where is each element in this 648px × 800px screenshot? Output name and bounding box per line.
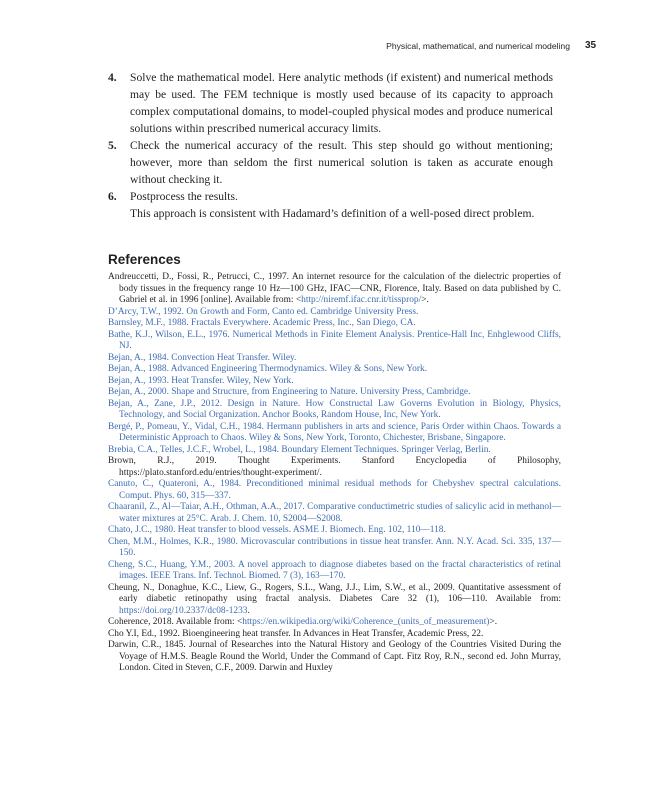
reference-item[interactable]: D’Arcy, T.W., 1992. On Growth and Form, Canto ed. Cambridge University Press. bbox=[108, 306, 419, 317]
reference-link[interactable]: https://en.wikipedia.org/wiki/Coherence_(units_of_measurement) bbox=[242, 617, 490, 627]
reference-item[interactable]: Barnsley, M.F., 1988. Fractals Everywhere. Academic Press, Inc., San Diego, CA. bbox=[108, 318, 416, 328]
running-header: Physical, mathematical, and numerical modeling bbox=[386, 41, 570, 51]
reference-item[interactable]: Bergé, P., Pomeau, Y., Vidal, C.H., 1984. Hermann publishers in arts and science, Paris Order within Chaos. Towards a Deterministic Approach to Chaos. Wiley & Sons, New York, Toronto, Chichester, Brisbane, Singapore. bbox=[108, 421, 561, 443]
reference-item[interactable]: Chen, M.M., Holmes, K.R., 1980. Microvascular contributions in tissue heat transfer. Ann. N.Y. Acad. Sci. 335, 137—150. bbox=[108, 536, 561, 558]
references-heading: References bbox=[108, 252, 181, 267]
page-number: 35 bbox=[585, 40, 597, 51]
reference-item[interactable]: Bejan, A., 1984. Convection Heat Transfer. Wiley. bbox=[108, 352, 297, 363]
reference-item[interactable]: Chaaranil, Z., Al—Taiar, A.H., Othman, A.A., 2017. Comparative conductimetric studies of salicylic acid in methanol—water mixtures at 25°C. Arab. J. Chem. 10, S2004—S2008. bbox=[108, 502, 561, 524]
reference-item[interactable]: Bejan, A., 1993. Heat Transfer. Wiley, New York. bbox=[108, 375, 294, 386]
closing-paragraph: This approach is consistent with Hadamard’s definition of a well-posed direct problem. bbox=[130, 207, 535, 220]
reference-item: Cho Y.I, Ed., 1992. Bioengineering heat transfer. In Advances in Heat Transfer, Academic Press, 22. bbox=[108, 628, 484, 639]
reference-item[interactable]: Bathe, K.J., Wilson, E.L., 1976. Numerical Methods in Finite Element Analysis. Prentice-Hall Inc, Enhglewood Cliffs, NJ. bbox=[108, 329, 561, 351]
reference-item[interactable]: Brebia, C.A., Telles, J.C.F., Wrobel, L., 1984. Boundary Element Techniques. Springer Verlag, Berlin. bbox=[108, 444, 491, 455]
step-number: 5. bbox=[108, 139, 117, 152]
step-item bbox=[108, 69, 553, 137]
reference-link[interactable]: https://doi.org/10.2337/dc08-1233 bbox=[119, 605, 248, 616]
step-text: Solve the mathematical model. Here analytic methods (if existent) and numerical methods may be used. The FEM technique is mostly used because of its capacity to approach complex computational domains, to model-coupled physical modes and produce numerical solutions within prescribed numerical accuracy limits. bbox=[130, 71, 553, 135]
reference-item: Brown, R.J., 2019. Thought Experiments. Stanford Encyclopedia of Philosophy, https://plato.stanford.edu/entries/thought-experiment/. bbox=[108, 456, 561, 478]
reference-item[interactable]: Chato, J.C., 1980. Heat transfer to blood vessels. ASME J. Biomech. Eng. 102, 110—118. bbox=[108, 525, 446, 535]
reference-item[interactable]: Bejan, A., 2000. Shape and Structure, from Engineering to Nature. University Press, Cambridge. bbox=[108, 387, 471, 397]
reference-item: Coherence, 2018. Available from: <https://en.wikipedia.org/wiki/Coherence_(units_of_measurement)>. bbox=[108, 617, 498, 627]
reference-item: Cheung, N., Donaghue, K.C., Liew, G., Rogers, S.L., Wang, J.J., Lim, S.W., et al., 2009. Quantitative assessment of early diabetic retinopathy using fractal analysis. Diabetes Care 32 (1), 106—110. Available from: https://doi.org/10.2337/dc08-1233. bbox=[108, 582, 561, 616]
step-number: 4. bbox=[108, 71, 117, 84]
reference-item[interactable]: Bejan, A., Zane, J.P., 2012. Design in Nature. How Constructal Law Governs Evolution in Biology, Physics, Technology, and Social Organization. Anchor Books, Random House, Inc, New York. bbox=[108, 398, 561, 420]
reference-item[interactable]: Canuto, C., Quateroni, A., 1984. Preconditioned minimal residual methods for Chebyshev spectral calculations. Comput. Phys. 60, 315—337. bbox=[108, 479, 561, 501]
reference-item[interactable]: Cheng, S.C., Huang, Y.M., 2003. A novel approach to diagnose diabetes based on the fractal characteristics of retinal images. IEEE Trans. Inf. Technol. Biomed. 7 (3), 163—170. bbox=[108, 559, 561, 581]
step-number: 6. bbox=[108, 190, 117, 203]
reference-link[interactable]: http://niremf.ifac.cnr.it/tissprop/ bbox=[301, 295, 422, 305]
step-item bbox=[108, 188, 553, 205]
procedure-steps bbox=[108, 69, 553, 222]
reference-item: Darwin, C.R., 1845. Journal of Researches into the Natural History and Geology of the Countries Visited During the Voyage of H.M.S. Beagle Round the World, Under the Command of Capt. Fitz Roy, R.N., second ed. John Murray, London. Cited in Steven, C.F., 2009. Darwin and Huxley bbox=[108, 640, 561, 673]
references-list bbox=[108, 272, 561, 675]
reference-item: Andreuccetti, D., Fossi, R., Petrucci, C., 1997. An internet resource for the calculation of the dielectric properties of body tissues in the frequency range 10 Hz—100 GHz, IFAC—CNR, Florence, Italy. Based on data published by C. Gabriel et al. in 1996 [online]. Available from: <http://niremf.ifac.cnr.it/tissprop/>. bbox=[108, 272, 561, 305]
reference-item[interactable]: Bejan, A., 1988. Advanced Engineering Thermodynamics. Wiley & Sons, New York. bbox=[108, 364, 428, 374]
step-item bbox=[108, 137, 553, 188]
step-text: Postprocess the results. bbox=[130, 190, 238, 203]
step-text: Check the numerical accuracy of the result. This step should go without mentioning; however, more than seldom the first numerical solution is taken as accurate enough without checking it. bbox=[130, 139, 553, 186]
